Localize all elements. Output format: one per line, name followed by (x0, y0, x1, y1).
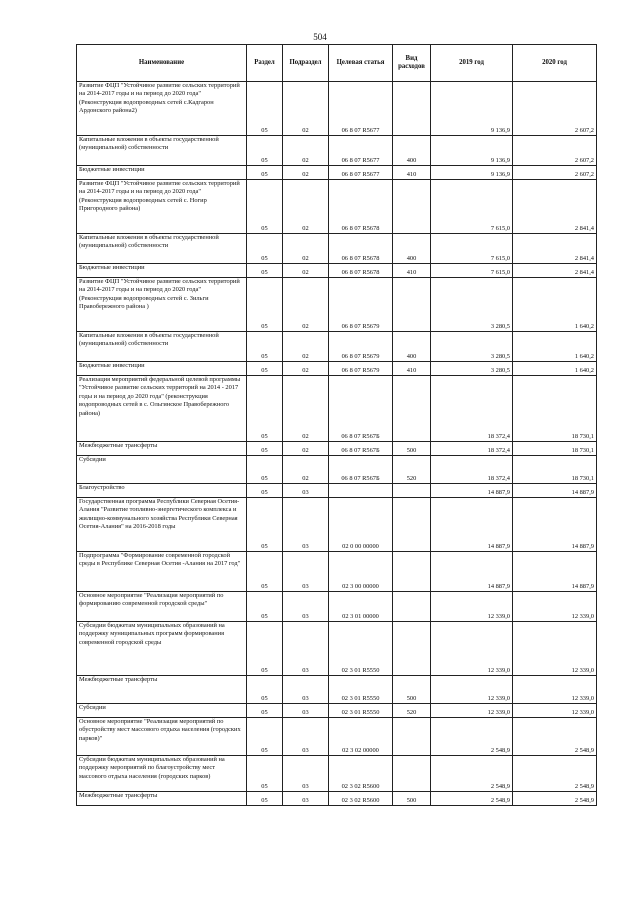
row-section: 05 (247, 278, 283, 332)
row-section: 05 (247, 362, 283, 376)
row-subsection: 02 (283, 332, 329, 362)
row-expense-type: 400 (393, 332, 431, 362)
table-header-row (77, 45, 597, 82)
page-number: 504 (313, 32, 327, 42)
row-target: 02 3 00 00000 (329, 552, 393, 592)
row-value-2020: 12 339,0 (513, 676, 597, 704)
row-subsection: 03 (283, 622, 329, 676)
table-row (77, 136, 597, 166)
row-name: Развитие ФЦП "Устойчивое развитие сельских территорий на 2014-2017 годы и на период до 2020 года" (Реконструкция водопроводных сетей с.Кадгарон Ардонского района2) (77, 82, 247, 136)
row-name: Капитальные вложения в объекты государственной (муниципальной) собственности (77, 136, 247, 166)
row-expense-type: 410 (393, 166, 431, 180)
row-value-2019: 12 339,0 (431, 592, 513, 622)
row-value-2019: 2 548,9 (431, 756, 513, 792)
row-subsection: 03 (283, 718, 329, 756)
row-value-2020: 1 640,2 (513, 278, 597, 332)
row-value-2020: 2 548,9 (513, 792, 597, 806)
row-name: Реализация мероприятий федеральной целевой программы "Устойчивое развитие сельских территорий на 2014 - 2017 годы и на период до 2020 года" (реконструкция водопроводных сетей в с. Ольгинское Правобережного района) (77, 376, 247, 442)
row-target: 06 8 07 R567Б (329, 442, 393, 456)
row-name: Благоустройство (77, 484, 247, 498)
header-expense-type: Вид расходов (393, 45, 431, 82)
row-section: 05 (247, 376, 283, 442)
row-subsection: 03 (283, 676, 329, 704)
row-value-2019: 14 887,9 (431, 498, 513, 552)
row-target (329, 484, 393, 498)
row-name: Основное мероприятие "Реализация мероприятий по обустройству мест массового отдыха населения (городских парков)" (77, 718, 247, 756)
row-name: Субсидии (77, 456, 247, 484)
row-name: Основное мероприятие "Реализация мероприятий по формированию современной городской среды" (77, 592, 247, 622)
row-subsection: 03 (283, 552, 329, 592)
row-target: 02 3 02 R5600 (329, 756, 393, 792)
row-target: 06 8 07 R5679 (329, 362, 393, 376)
row-section: 05 (247, 676, 283, 704)
row-expense-type: 410 (393, 264, 431, 278)
row-value-2019: 9 136,9 (431, 82, 513, 136)
row-value-2020: 12 339,0 (513, 704, 597, 718)
row-name: Межбюджетные трансферты (77, 792, 247, 806)
row-subsection: 02 (283, 234, 329, 264)
row-target: 06 8 07 R567Б (329, 456, 393, 484)
row-expense-type (393, 622, 431, 676)
row-target: 06 8 07 R567Б (329, 376, 393, 442)
row-name: Межбюджетные трансферты (77, 676, 247, 704)
table-row (77, 718, 597, 756)
row-section: 05 (247, 82, 283, 136)
row-target: 02 3 01 R5550 (329, 622, 393, 676)
row-name: Бюджетные инвестиции (77, 362, 247, 376)
table-row (77, 278, 597, 332)
row-value-2020: 2 607,2 (513, 136, 597, 166)
row-value-2019: 3 280,5 (431, 362, 513, 376)
table-row (77, 622, 597, 676)
row-section: 05 (247, 792, 283, 806)
row-expense-type: 500 (393, 676, 431, 704)
row-value-2019: 18 372,4 (431, 442, 513, 456)
row-section: 05 (247, 498, 283, 552)
table-row (77, 676, 597, 704)
row-subsection: 03 (283, 592, 329, 622)
row-expense-type (393, 82, 431, 136)
row-target: 06 8 07 R5678 (329, 180, 393, 234)
row-value-2019: 3 280,5 (431, 278, 513, 332)
row-value-2020: 2 841,4 (513, 234, 597, 264)
row-target: 06 8 07 R5678 (329, 264, 393, 278)
row-name: Подпрограмма "Формирование современной городской среды в Республике Северная Осетия -Алания на 2017 год" (77, 552, 247, 592)
row-section: 05 (247, 484, 283, 498)
row-expense-type (393, 756, 431, 792)
table-row (77, 234, 597, 264)
row-expense-type (393, 180, 431, 234)
row-name: Развитие ФЦП "Устойчивое развитие сельских территорий на 2014-2017 годы и на период до 2020 года" (Реконструкция водопроводных сетей с. Ногир Пригородного района) (77, 180, 247, 234)
row-subsection: 03 (283, 484, 329, 498)
table-row (77, 756, 597, 792)
row-name: Бюджетные инвестиции (77, 166, 247, 180)
row-section: 05 (247, 234, 283, 264)
row-expense-type (393, 278, 431, 332)
row-section: 05 (247, 264, 283, 278)
row-subsection: 02 (283, 456, 329, 484)
table-row (77, 592, 597, 622)
row-value-2019: 14 887,9 (431, 552, 513, 592)
row-value-2019: 2 548,9 (431, 792, 513, 806)
row-value-2020: 2 548,9 (513, 756, 597, 792)
row-value-2019: 9 136,9 (431, 166, 513, 180)
row-name: Государственная программа Республики Северная Осетия-Алания "Развитие топливно-энергетического комплекса и жилищно-коммунального хозяйства Республики Северная Осетия-Алания" на 2016-2018 годы (77, 498, 247, 552)
row-section: 05 (247, 180, 283, 234)
header-subsection: Подраздел (283, 45, 329, 82)
row-value-2020: 18 730,1 (513, 376, 597, 442)
row-section: 05 (247, 442, 283, 456)
row-expense-type (393, 592, 431, 622)
row-subsection: 02 (283, 136, 329, 166)
row-subsection: 03 (283, 704, 329, 718)
row-name: Субсидии бюджетам муниципальных образований на поддержку мероприятий по благоустройству мест массового отдыха населения (городских парков) (77, 756, 247, 792)
row-value-2019: 18 372,4 (431, 376, 513, 442)
row-name: Субсидии бюджетам муниципальных образований на поддержку муниципальных программ формирования современной городской среды (77, 622, 247, 676)
row-value-2019: 7 615,0 (431, 234, 513, 264)
row-expense-type: 520 (393, 456, 431, 484)
row-section: 05 (247, 718, 283, 756)
row-value-2019: 3 280,5 (431, 332, 513, 362)
row-expense-type (393, 718, 431, 756)
row-subsection: 02 (283, 180, 329, 234)
row-expense-type: 500 (393, 442, 431, 456)
header-2019: 2019 год (431, 45, 513, 82)
row-value-2020: 12 339,0 (513, 592, 597, 622)
row-section: 05 (247, 622, 283, 676)
row-section: 05 (247, 704, 283, 718)
row-target: 02 3 02 R5600 (329, 792, 393, 806)
row-value-2019: 14 887,9 (431, 484, 513, 498)
header-name: Наименование (77, 45, 247, 82)
row-target: 06 8 07 R5679 (329, 278, 393, 332)
row-section: 05 (247, 552, 283, 592)
row-name: Капитальные вложения в объекты государственной (муниципальной) собственности (77, 234, 247, 264)
row-target: 02 0 00 00000 (329, 498, 393, 552)
row-expense-type (393, 484, 431, 498)
row-value-2020: 2 841,4 (513, 180, 597, 234)
row-name: Субсидии (77, 704, 247, 718)
row-target: 02 3 02 00000 (329, 718, 393, 756)
row-subsection: 02 (283, 442, 329, 456)
row-section: 05 (247, 592, 283, 622)
row-value-2020: 2 548,9 (513, 718, 597, 756)
row-name: Развитие ФЦП "Устойчивое развитие сельских территорий на 2014-2017 годы и на период до 2020 года" (Реконструкция водопроводных сетей с. Зильги Правобережного района ) (77, 278, 247, 332)
row-value-2019: 2 548,9 (431, 718, 513, 756)
table-row (77, 484, 597, 498)
row-value-2020: 2 607,2 (513, 82, 597, 136)
row-name: Бюджетные инвестиции (77, 264, 247, 278)
row-name: Межбюджетные трансферты (77, 442, 247, 456)
table-row (77, 704, 597, 718)
row-value-2020: 1 640,2 (513, 362, 597, 376)
table-row (77, 82, 597, 136)
row-value-2019: 12 339,0 (431, 622, 513, 676)
header-section: Раздел (247, 45, 283, 82)
row-value-2019: 7 615,0 (431, 180, 513, 234)
row-target: 06 8 07 R5677 (329, 82, 393, 136)
table-row (77, 332, 597, 362)
table-row (77, 264, 597, 278)
table-row (77, 166, 597, 180)
row-value-2020: 18 730,1 (513, 456, 597, 484)
row-subsection: 03 (283, 498, 329, 552)
row-expense-type: 520 (393, 704, 431, 718)
row-expense-type: 500 (393, 792, 431, 806)
row-value-2020: 2 607,2 (513, 166, 597, 180)
row-subsection: 02 (283, 264, 329, 278)
row-subsection: 02 (283, 278, 329, 332)
row-target: 06 8 07 R5677 (329, 166, 393, 180)
row-value-2020: 14 887,9 (513, 552, 597, 592)
row-section: 05 (247, 332, 283, 362)
row-expense-type: 400 (393, 234, 431, 264)
row-expense-type: 400 (393, 136, 431, 166)
row-subsection: 02 (283, 166, 329, 180)
row-subsection: 02 (283, 362, 329, 376)
row-value-2020: 2 841,4 (513, 264, 597, 278)
row-expense-type: 410 (393, 362, 431, 376)
row-value-2020: 12 339,0 (513, 622, 597, 676)
row-target: 06 8 07 R5677 (329, 136, 393, 166)
row-subsection: 02 (283, 376, 329, 442)
table-row (77, 442, 597, 456)
row-target: 02 3 01 R5550 (329, 704, 393, 718)
header-target: Целевая статья (329, 45, 393, 82)
row-expense-type (393, 376, 431, 442)
row-target: 02 3 01 00000 (329, 592, 393, 622)
row-subsection: 02 (283, 82, 329, 136)
row-expense-type (393, 498, 431, 552)
row-name: Капитальные вложения в объекты государственной (муниципальной) собственности (77, 332, 247, 362)
row-section: 05 (247, 166, 283, 180)
row-expense-type (393, 552, 431, 592)
table-row (77, 376, 597, 442)
row-value-2020: 14 887,9 (513, 484, 597, 498)
row-value-2020: 1 640,2 (513, 332, 597, 362)
row-value-2019: 9 136,9 (431, 136, 513, 166)
row-value-2020: 14 887,9 (513, 498, 597, 552)
table-row (77, 552, 597, 592)
table-row (77, 362, 597, 376)
row-subsection: 03 (283, 792, 329, 806)
row-section: 05 (247, 136, 283, 166)
row-value-2019: 12 339,0 (431, 676, 513, 704)
row-section: 05 (247, 756, 283, 792)
table-row (77, 792, 597, 806)
table-row (77, 180, 597, 234)
header-2020: 2020 год (513, 45, 597, 82)
row-value-2019: 12 339,0 (431, 704, 513, 718)
budget-table (76, 44, 597, 806)
table-row (77, 456, 597, 484)
row-subsection: 03 (283, 756, 329, 792)
row-section: 05 (247, 456, 283, 484)
row-target: 06 8 07 R5679 (329, 332, 393, 362)
row-target: 02 3 01 R5550 (329, 676, 393, 704)
row-value-2019: 18 372,4 (431, 456, 513, 484)
row-value-2019: 7 615,0 (431, 264, 513, 278)
row-target: 06 8 07 R5678 (329, 234, 393, 264)
row-value-2020: 18 730,1 (513, 442, 597, 456)
table-row (77, 498, 597, 552)
